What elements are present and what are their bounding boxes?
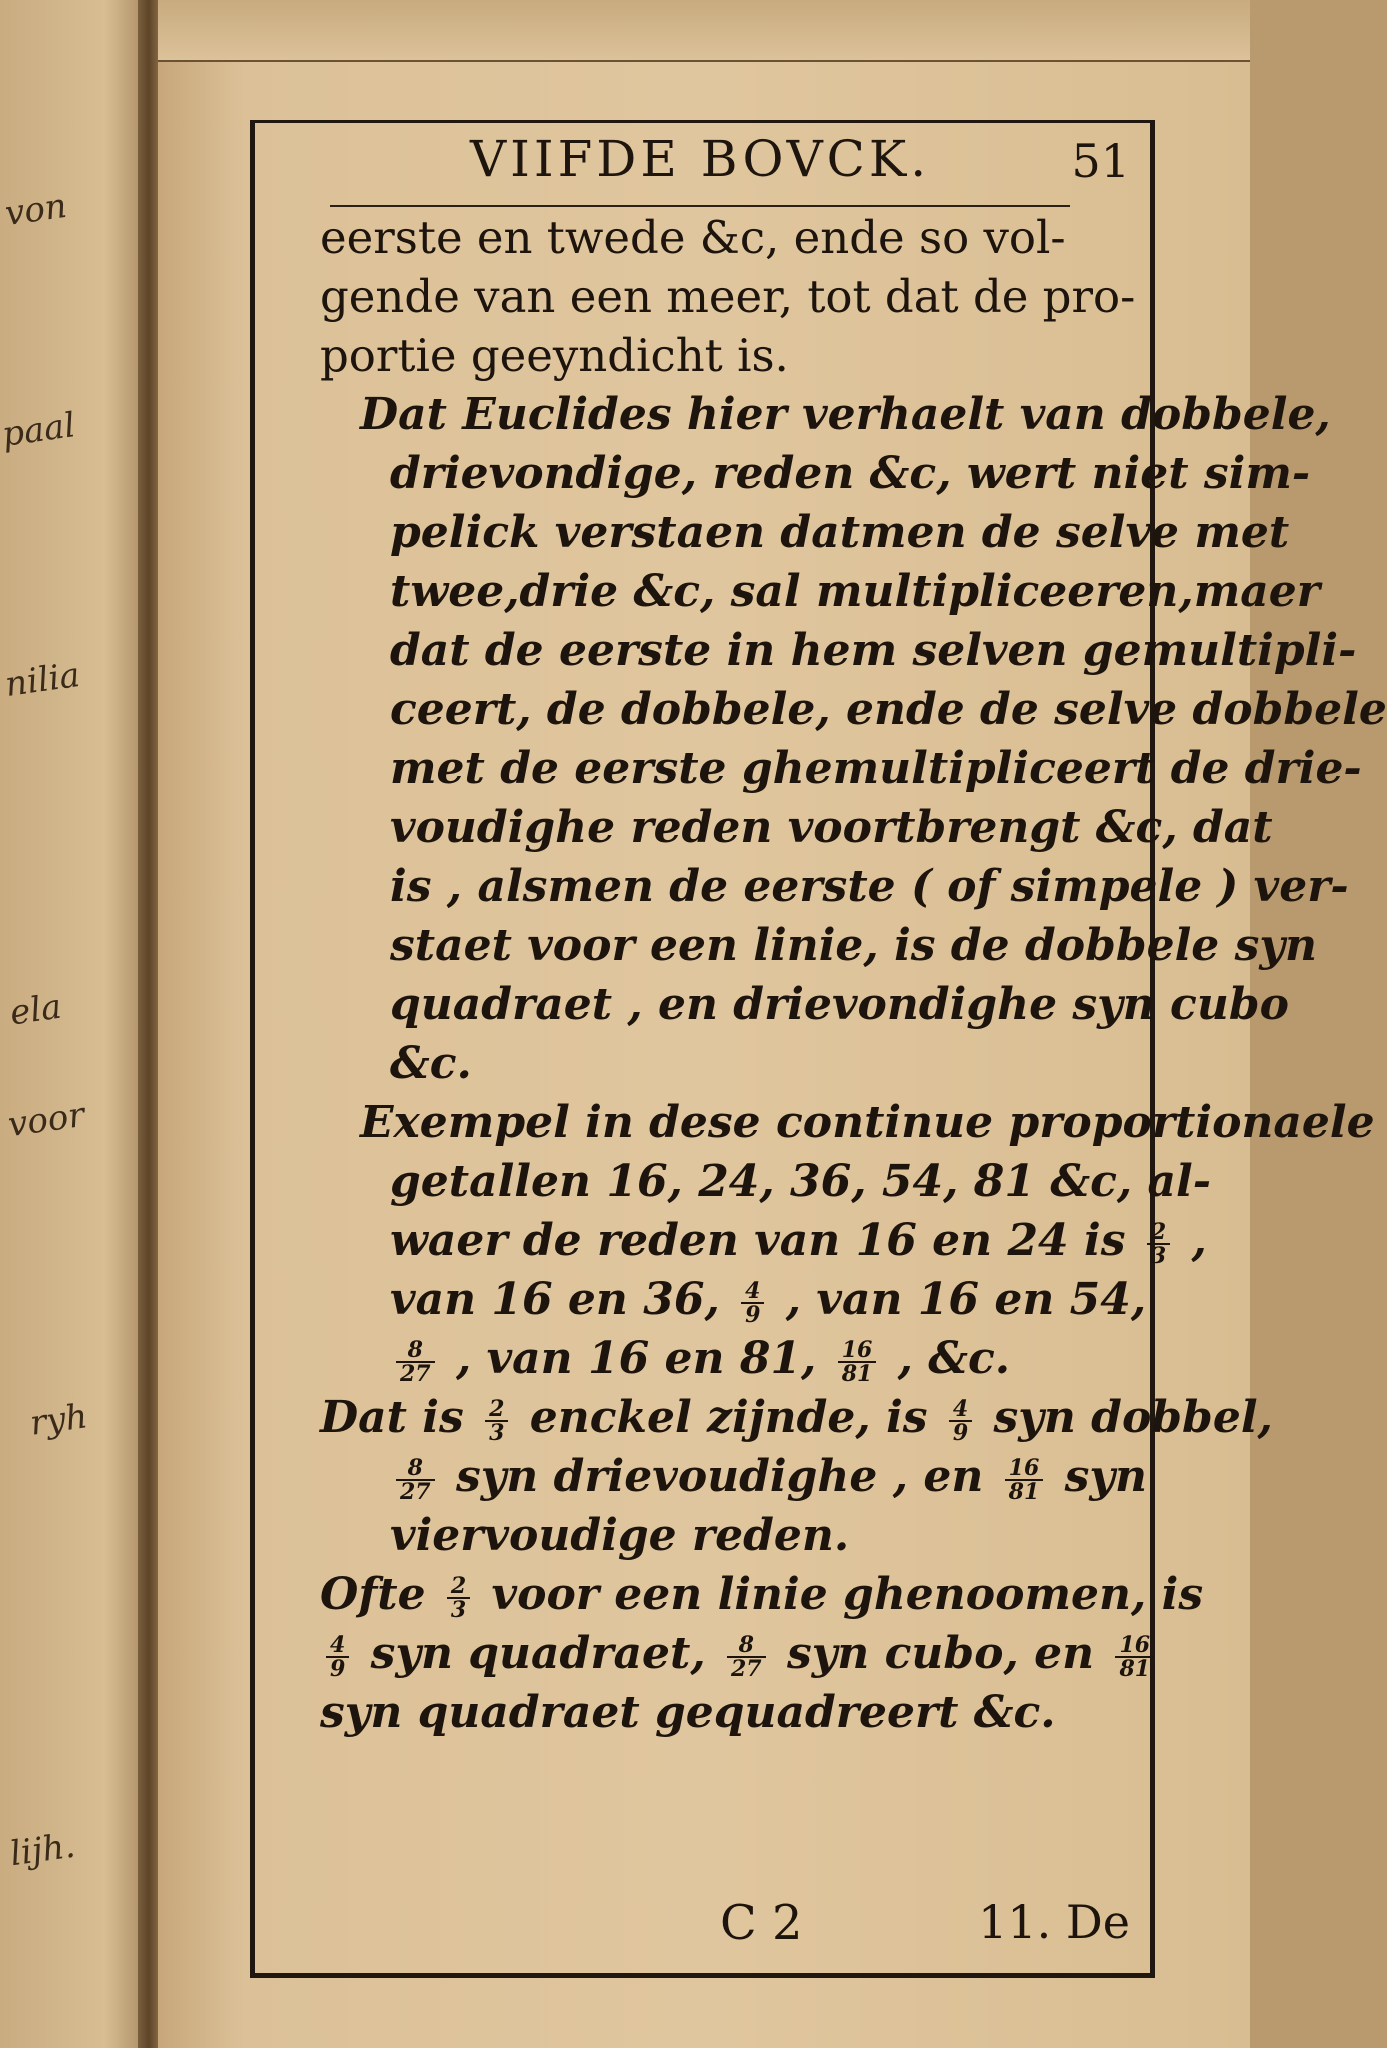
text-span: , van 16 en 81, xyxy=(455,1333,817,1384)
fraction-numerator: 8 xyxy=(727,1634,766,1658)
margin-note: nilia xyxy=(2,654,83,706)
fraction-denominator: 3 xyxy=(450,1596,467,1623)
fraction xyxy=(396,1336,435,1387)
fraction xyxy=(396,1454,435,1505)
fraction-numerator: 16 xyxy=(1005,1457,1044,1481)
fraction xyxy=(1147,1218,1170,1269)
text-span: syn dobbel, xyxy=(993,1392,1273,1443)
text-line: eerste en twede &c, ende so vol- xyxy=(320,211,1066,264)
fraction-denominator: 27 xyxy=(400,1360,431,1387)
text-span: syn quadraet, xyxy=(370,1628,706,1679)
text-span: waer de reden van 16 en 24 is xyxy=(390,1215,1126,1266)
text-line: &c. xyxy=(390,1038,472,1089)
text-line: Dat Euclides hier verhaelt van dobbele, xyxy=(360,389,1331,440)
fraction-numerator: 16 xyxy=(838,1339,877,1363)
page-number: 51 xyxy=(1071,134,1130,188)
catchword: 11. De xyxy=(978,1895,1130,1949)
text-line xyxy=(320,1270,1147,1329)
fraction-denominator: 9 xyxy=(952,1419,969,1446)
text-span: syn drievoudighe , en xyxy=(455,1451,984,1502)
text-line: twee,drie &c, sal multipliceeren,maer xyxy=(390,566,1320,617)
text-span: , &c. xyxy=(897,1333,1011,1384)
fraction xyxy=(1115,1631,1154,1682)
fraction xyxy=(727,1631,766,1682)
text-line: gende van een meer, tot dat de pro- xyxy=(320,270,1136,323)
page-text xyxy=(320,208,1387,1742)
fraction-numerator: 8 xyxy=(396,1457,435,1481)
text-line xyxy=(320,1388,1273,1447)
text-line: drievondige, reden &c, wert niet sim- xyxy=(390,448,1311,499)
text-line: portie geeyndicht is. xyxy=(320,329,789,382)
page-header xyxy=(300,130,1150,200)
margin-note: ela xyxy=(7,986,64,1034)
fraction-denominator: 9 xyxy=(330,1655,346,1682)
fraction xyxy=(1005,1454,1044,1505)
fraction-numerator: 2 xyxy=(447,1575,470,1599)
text-line xyxy=(320,1565,1204,1624)
fraction-numerator: 4 xyxy=(326,1634,349,1658)
margin-note: von xyxy=(2,185,70,235)
text-line: dat de eerste in hem selven gemultipli- xyxy=(390,625,1357,676)
text-line: quadraet , en drievondighe syn cubo xyxy=(390,979,1289,1030)
text-line: staet voor een linie, is de dobbele syn xyxy=(390,920,1317,971)
text-line: Exempel in dese continue proportionaele xyxy=(360,1097,1375,1148)
fraction xyxy=(741,1277,764,1328)
text-line: met de eerste ghemultipliceert de drie- xyxy=(390,743,1362,794)
fraction xyxy=(838,1336,877,1387)
top-page-edge xyxy=(158,0,1250,62)
text-line xyxy=(320,1329,1140,1388)
text-line: viervoudige reden. xyxy=(390,1510,850,1561)
margin-note: voor xyxy=(5,1094,87,1146)
margin-note: ryh xyxy=(27,1396,90,1444)
text-span: van 16 en 36, xyxy=(390,1274,720,1325)
margin-note: lijh. xyxy=(7,1825,78,1875)
text-line xyxy=(320,1447,1147,1506)
text-span: enckel zijnde, is xyxy=(529,1392,928,1443)
text-span: Dat is xyxy=(320,1392,464,1443)
fraction-numerator: 2 xyxy=(485,1398,508,1422)
text-line xyxy=(320,1211,1207,1270)
fraction-denominator: 81 xyxy=(1119,1655,1151,1682)
text-line xyxy=(320,1624,1151,1683)
page-footer xyxy=(720,1895,1140,1955)
text-line: getallen 16, 24, 36, 54, 81 &c, al- xyxy=(390,1156,1211,1207)
text-span: voor een linie ghenoomen, is xyxy=(491,1569,1204,1620)
text-span: syn xyxy=(1064,1451,1147,1502)
fraction-denominator: 81 xyxy=(841,1360,873,1387)
fraction xyxy=(949,1395,972,1446)
fraction-denominator: 27 xyxy=(400,1478,431,1505)
fraction-denominator: 3 xyxy=(1150,1242,1167,1269)
text-line: ceert, de dobbele, ende de selve dobbele xyxy=(390,684,1387,735)
book-gutter xyxy=(138,0,160,2048)
fraction-numerator: 8 xyxy=(396,1339,435,1363)
text-span: syn cubo, en xyxy=(786,1628,1095,1679)
fraction-denominator: 27 xyxy=(730,1655,762,1682)
fraction xyxy=(447,1572,470,1623)
fraction-numerator: 4 xyxy=(741,1280,764,1304)
fraction-denominator: 9 xyxy=(745,1301,761,1328)
header-rule xyxy=(330,205,1070,207)
fraction xyxy=(485,1395,508,1446)
running-head: VIIFDE BOVCK. xyxy=(470,130,931,188)
text-line: syn quadraet gequadreert &c. xyxy=(320,1687,1056,1738)
fraction xyxy=(326,1631,349,1682)
fraction-numerator: 16 xyxy=(1115,1634,1154,1658)
text-line: voudighe reden voortbrengt &c, dat xyxy=(390,802,1273,853)
text-line: pelick verstaen datmen de selve met xyxy=(390,507,1290,558)
signature-mark: C 2 xyxy=(720,1895,803,1951)
fraction-numerator: 2 xyxy=(1147,1221,1170,1245)
fraction-denominator: 3 xyxy=(489,1419,505,1446)
fraction-denominator: 81 xyxy=(1008,1478,1040,1505)
text-span: , xyxy=(1191,1215,1207,1266)
text-span: Ofte xyxy=(320,1569,426,1620)
text-span: , van 16 en 54, xyxy=(785,1274,1147,1325)
margin-note: paal xyxy=(0,405,78,455)
text-line: is , alsmen de eerste ( of simpele ) ver- xyxy=(390,861,1349,912)
fraction-numerator: 4 xyxy=(949,1398,972,1422)
